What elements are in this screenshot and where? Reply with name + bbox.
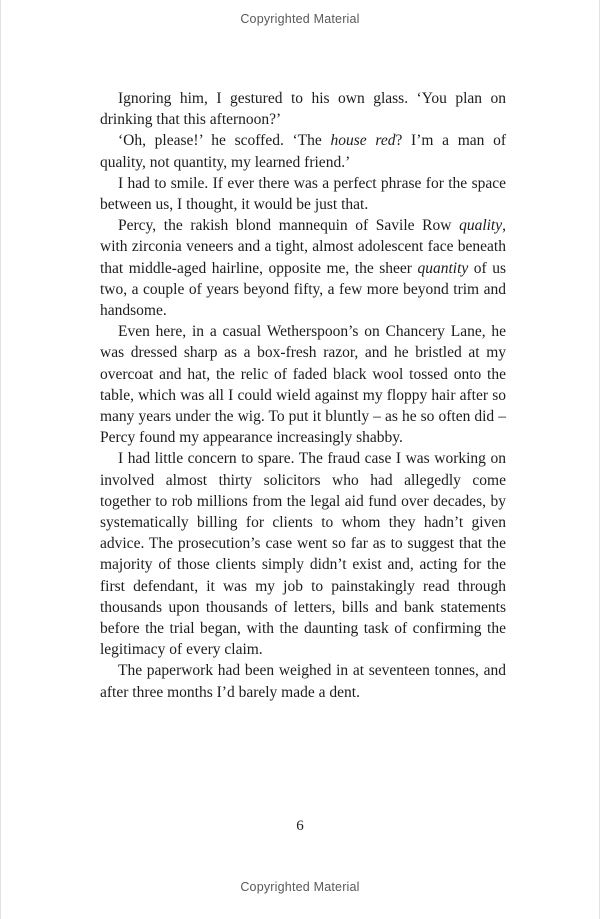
text-run: I had to smile. If ever there was a perfect phrase for the space between us, I thought, it would be just that. — [100, 174, 506, 214]
text-run: The paperwork had been weighed in at seventeen tonnes, and after three months I’d barely made a dent. — [100, 662, 506, 701]
paragraph — [100, 660, 506, 702]
copyright-notice-bottom: Copyrighted Material — [240, 880, 360, 894]
book-page-text — [100, 88, 506, 703]
paragraph — [100, 173, 506, 215]
italic-text-run: quality — [459, 217, 503, 235]
text-run: ? I’m a man of quality, not quantity, my learned friend.’ — [100, 132, 506, 171]
italic-text-run: house red — [330, 132, 396, 150]
page-edge-left — [0, 0, 1, 919]
page-number: 6 — [296, 818, 304, 834]
paragraph — [100, 448, 506, 660]
paragraph — [100, 215, 506, 321]
text-run: Ignoring him, I gestured to his own glass. ‘You plan on drinking that this afternoon?’ — [100, 90, 506, 129]
text-run: , with zirconia veneers and a tight, almost adolescent face beneath that middle-aged hairline, opposite me, the sheer — [100, 217, 506, 277]
text-run: ‘Oh, please!’ he scoffed. ‘The — [118, 132, 331, 150]
copyright-notice-top: Copyrighted Material — [240, 12, 360, 26]
text-run: of us two, a couple of years beyond fifty, a few more beyond trim and handsome. — [100, 259, 506, 320]
paragraph — [100, 130, 506, 172]
paragraph — [100, 88, 506, 130]
text-run: Percy, the rakish blond mannequin of Savile Row — [118, 217, 460, 235]
text-run: Even here, in a casual Wetherspoon’s on Chancery Lane, he was dressed sharp as a box-fresh razor, and he bristled at my overcoat and hat, the relic of faded black wool tossed onto the table, which was all I could wield against my floppy hair after so many years under the wig. To put it bluntly – as he so often did – Percy found my appearance increasingly shabby. — [100, 323, 506, 447]
italic-text-run: quantity — [417, 259, 469, 277]
paragraph — [100, 321, 506, 448]
text-run: I had little concern to spare. The fraud case I was working on involved almost thirty solicitors who had allegedly come together to rob millions from the legal aid fund over decades, by systematically billing for clients to whom they hadn’t given advice. The prosecution’s case went so far as to suggest that the majority of those clients simply didn’t exist and, acting for the first defendant, it was my job to painstakingly read through thousands upon thousands of letters, bills and bank statements before the trial began, with the daunting task of confirming the legitimacy of every claim. — [100, 450, 506, 659]
